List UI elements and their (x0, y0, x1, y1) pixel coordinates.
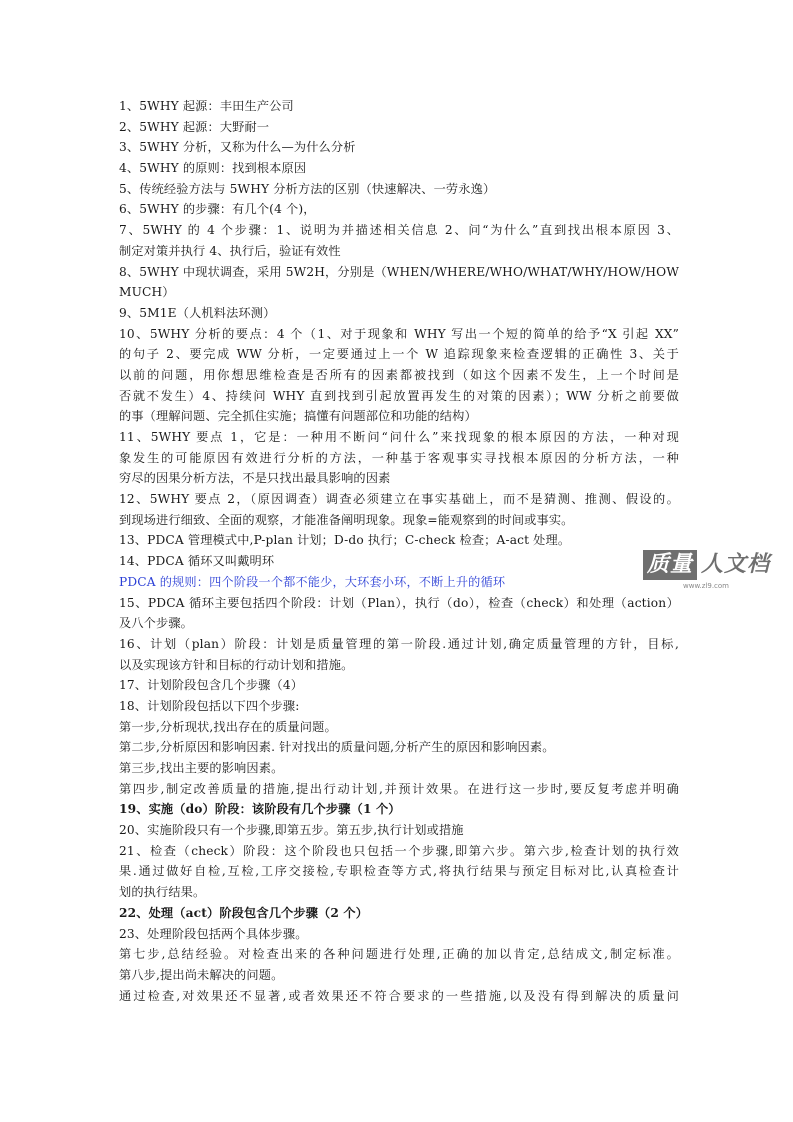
text-line-26: 及八个步骤。 (119, 616, 194, 631)
text-line-34: 第四步,制定改善质量的措施,提出行动计划,并预计效果。在进行这一步时,要反复考虑并明确 (119, 781, 679, 796)
text-line-36: 20、实施阶段只有一个步骤,即第五步。第五步,执行计划或措施 (119, 823, 464, 838)
watermark-logo (643, 549, 793, 597)
text-line-42: 第七步,总结经验。对检查出来的各种问题进行处理,正确的加以肯定,总结成文,制定标准。 (119, 947, 679, 962)
text-line-4: 4、5WHY 的原则：找到根本原因 (119, 161, 307, 176)
text-line-18: 象发生的可能原因有效进行分析的方法，一种基于客观事实寻找根本原因的分析方法，一种 (119, 450, 679, 465)
text-line-21: 到现场进行细致、全面的观察，才能准备阐明现象。现象=能观察到的时间或事实。 (119, 512, 574, 527)
text-line-6: 6、5WHY 的步骤：有几个(4 个)， (119, 202, 316, 217)
text-line-5: 5、传统经验方法与 5WHY 分析方法的区别（快速解决、一劳永逸） (119, 181, 496, 196)
text-line-33: 第三步,找出主要的影响因素。 (119, 761, 284, 775)
text-line-43: 第八步,提出尚未解决的问题。 (119, 967, 284, 982)
text-line-31: 第一步,分析现状,找出存在的质量问题。 (119, 719, 337, 734)
pdca-rule-line: PDCA 的规则：四个阶段一个都不能少，大环套小环，不断上升的循环 (119, 574, 506, 589)
text-line-10: MUCH） (119, 285, 175, 300)
text-line-40: 22、处理（act）阶段包含几个步骤（2 个） (119, 905, 369, 920)
text-line-8: 制定对策并执行 4、执行后，验证有效性 (119, 243, 341, 258)
text-line-11: 9、5M1E（人机料法环测） (119, 305, 276, 320)
text-line-29: 17、计划阶段包含几个步骤（4） (119, 678, 304, 693)
text-line-35: 19、实施（do）阶段：该阶段有几个步骤（1 个） (119, 802, 401, 817)
text-line-23: 14、PDCA 循环又叫戴明环 (119, 554, 275, 569)
text-line-17: 11、5WHY 要点 1，它是：一种用不断问“问什么”来找现象的根本原因的方法，一种对现 (119, 430, 679, 444)
watermark-row (643, 549, 793, 581)
text-line-44: 通过检查,对效果还不显著,或者效果还不符合要求的一些措施,以及没有得到解决的质量问 (119, 988, 679, 1003)
text-line-19: 穷尽的因果分析方法，不是只找出最具影响的因素 (119, 471, 391, 486)
text-line-9: 8、5WHY 中现状调查，采用 5W2H，分别是（WHEN/WHERE/WHO/WHAT/WHY/HOW/HOW (119, 264, 679, 279)
text-line-30: 18、计划阶段包括以下四个步骤: (119, 698, 300, 713)
text-line-25: 15、PDCA 循环主要包括四个阶段：计划（Plan），执行（do），检查（check）和处理（action） (119, 595, 679, 610)
text-line-14: 以前的问题，用你想思维检查是否所有的因素都被找到（如这个因素不发生，上一个时间是 (119, 367, 679, 382)
text-line-22: 13、PDCA 管理模式中,P-plan 计划；D-do 执行；C-check 检查；A-act 处理。 (119, 533, 571, 548)
text-line-38: 果.通过做好自检,互检,工序交接检,专职检查等方式,将执行结果与预定目标对比,认真检查计 (119, 864, 679, 879)
text-line-37: 21、检查（check）阶段：这个阶段也只包括一个步骤,即第六步。第六步,检查计划的执行效 (119, 843, 679, 858)
text-line-7: 7、5WHY 的 4 个步骤：1、说明为并描述相关信息 2、问“为什么”直到找出根本原因 3、 (119, 223, 679, 238)
text-line-1: 1、5WHY 起源：丰田生产公司 (119, 99, 294, 113)
text-line-27: 16、计划（plan）阶段：计划是质量管理的第一阶段.通过计划,确定质量管理的方针，目标, (119, 636, 679, 651)
watermark-url: www.zl9.com (683, 582, 730, 590)
text-line-16: 的事（理解问题、完全抓住实施；搞懂有问题部位和功能的结构） (119, 409, 477, 424)
text-line-20: 12、5WHY 要点 2，（原因调查）调查必须建立在事实基础上，而不是猜测、推测、假设的。 (119, 492, 679, 507)
text-line-39: 划的执行结果。 (119, 885, 206, 900)
watermark-box-text: 质量 (643, 550, 697, 580)
text-line-2: 2、5WHY 起源：大野耐一 (119, 119, 270, 134)
text-line-41: 23、处理阶段包括两个具体步骤。 (119, 926, 308, 941)
text-line-3: 3、5WHY 分析，又称为什么—为什么分析 (119, 140, 356, 155)
text-line-13: 的句子 2、要完成 WW 分析，一定要通过上一个 W 追踪现象来检查逻辑的正确性 3、关于 (119, 347, 679, 362)
text-line-28: 以及实现该方针和目标的行动计划和措施。 (119, 657, 354, 672)
text-line-12: 10、5WHY 分析的要点：4 个（1、对于现象和 WHY 写出一个短的简单的给予“X 引起 XX” (119, 326, 679, 341)
text-line-32: 第二步,分析原因和影响因素. 针对找出的质量问题,分析产生的原因和影响因素。 (119, 740, 555, 755)
text-line-15: 否就不发生）4、持续问 WHY 直到找到引起放置再发生的对策的因素）；WW 分析之前要做 (119, 388, 679, 403)
document-body (119, 96, 679, 1006)
watermark-side-text: 人文档 (701, 552, 771, 577)
